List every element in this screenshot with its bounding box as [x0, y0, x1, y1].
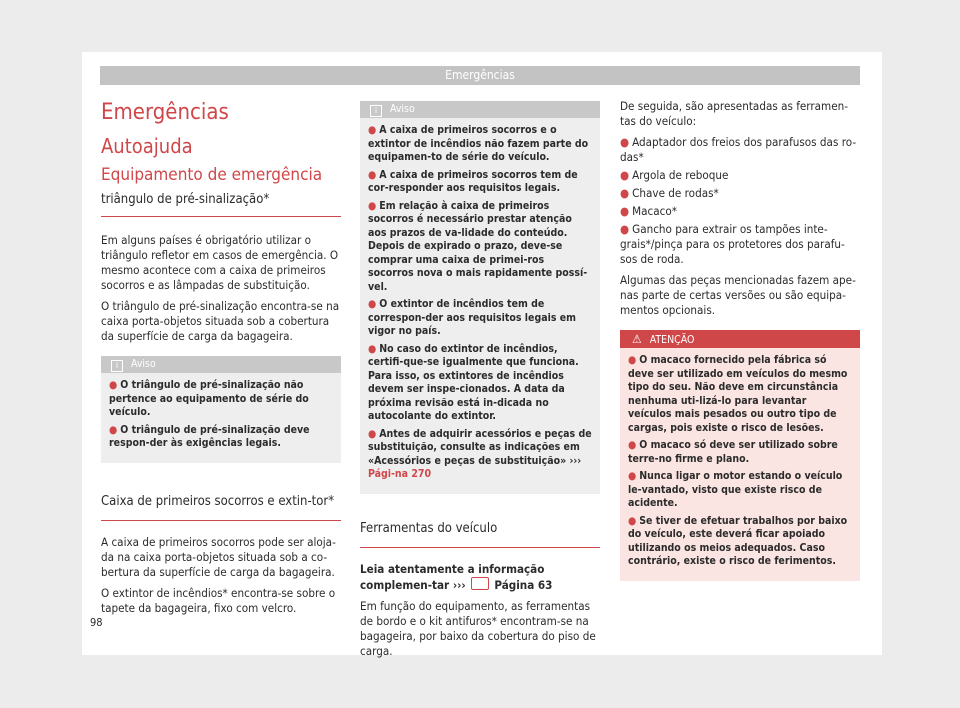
bullet-icon: ● — [109, 379, 118, 391]
lead-text: Leia atentamente a informação complemen-tar ››› — [360, 561, 545, 592]
note-item-text: No caso do extintor de incêndios, certifi-que-se igualmente que funciona. Para isso, os extintores de incêndios devem ser inspe-cionados. A data da próxima revisão está in-dicada no autocolante do extintor. — [368, 342, 579, 422]
column-3 — [620, 99, 860, 581]
note-item-text: A caixa de primeiros socorros e o extintor de incêndios não fazem parte do equipamen-to de série do veículo. — [368, 124, 589, 163]
bullet-icon: ● — [628, 470, 637, 482]
note-item — [109, 424, 333, 451]
tool-list — [620, 135, 860, 267]
list-item-text: Gancho para extrair os tampões inte-grais*/pinça para os protetores dos parafu-sos de roda. — [620, 222, 845, 266]
running-header: Emergências — [100, 66, 860, 85]
paragraph: De seguida, são apresentadas as ferramen-tas do veículo: — [620, 99, 849, 128]
info-icon: i — [370, 105, 382, 117]
note-item-text: Em relação à caixa de primeiros socorros é necessário prestar atenção aos prazos de va-lidade do conteúdo. Depois de expirado o prazo, deve-se comprar uma caixa de primei-ros socorros nova o mais rapidamente possí-vel. — [368, 199, 588, 293]
warning-item — [628, 354, 852, 435]
note-item — [368, 169, 592, 196]
note-item-text: Antes de adquirir acessórios e peças de substituição, consulte as indicações em «Acessórios e peças de substituição» ››› — [368, 427, 592, 467]
bullet-icon: ● — [368, 427, 377, 440]
note-item-text: O extintor de incêndios tem de correspon-der aos requisitos legais em vigor no país. — [368, 298, 576, 337]
note-item-text: O triângulo de pré-sinalização deve respon-der às exigências legais. — [109, 423, 310, 449]
warning-item — [628, 470, 852, 511]
section-heading: Ferramentas do veículo — [360, 520, 600, 548]
chapter-title: Emergências — [101, 100, 229, 125]
bullet-icon: ● — [628, 514, 637, 527]
paragraph: O triângulo de pré-sinalização encontra-se na caixa porta-objetos situada sob a cobertura da superfície de carga da bagageira. — [101, 299, 340, 343]
bullet-icon: ● — [620, 186, 630, 200]
paragraph: O extintor de incêndios* encontra-se sobre o tapete da bagageira, fixo com velcro. — [101, 585, 336, 615]
list-item — [620, 204, 860, 219]
note-title: Aviso — [390, 103, 415, 115]
subsection-title: Equipamento de emergência — [101, 165, 323, 185]
bullet-icon: ● — [628, 439, 637, 451]
warning-title: ATENÇÃO — [649, 334, 695, 346]
bullet-icon: ● — [628, 354, 637, 366]
bullet-icon: ● — [368, 342, 377, 355]
section-heading: Caixa de primeiros socorros e extin-tor* — [101, 493, 341, 521]
note-item — [368, 124, 592, 165]
bullet-icon: ● — [620, 204, 630, 218]
list-item-text: Argola de reboque — [632, 168, 729, 182]
note-box — [360, 101, 600, 494]
page-reference-link[interactable]: Pági-na 270 — [368, 468, 432, 480]
list-item — [620, 135, 860, 165]
note-item — [368, 428, 592, 482]
bullet-icon: ● — [620, 222, 630, 236]
note-item — [368, 298, 592, 339]
list-item-text: Adaptador dos freios dos parafusos das ro-das* — [620, 135, 857, 164]
bullet-icon: ● — [368, 168, 377, 181]
book-icon — [471, 577, 489, 590]
list-item — [620, 168, 860, 183]
bullet-icon: ● — [109, 423, 118, 436]
note-box — [101, 356, 341, 463]
note-item — [368, 200, 592, 295]
warning-triangle-icon: ⚠ — [632, 332, 642, 346]
warning-item — [628, 515, 852, 569]
page-reference-link[interactable]: Página 63 — [494, 577, 553, 592]
paragraph: A caixa de primeiros socorros pode ser aloja-da na caixa porta-objetos situada sob a co-bertura da superfície de carga da bagageira. — [101, 534, 336, 579]
note-item — [368, 343, 592, 424]
bullet-icon: ● — [620, 135, 630, 149]
note-header — [101, 356, 341, 373]
bullet-icon: ● — [368, 199, 377, 212]
list-item — [620, 222, 860, 267]
list-item-text: Macaco* — [632, 204, 677, 218]
warning-item-text: O macaco fornecido pela fábrica só deve ser utilizado em veículos do mesmo tipo do seu. Não deve em circunstância nenhuma uti-lizá-lo para levantar veículos mais pesados ou outro tipo de cargas, pois existe o risco de lesões. — [628, 354, 848, 434]
bullet-icon: ● — [368, 124, 377, 136]
paragraph: Em alguns países é obrigatório utilizar o triângulo refletor em casos de emergência. O mesmo acontece com a caixa de primeiros socorros e as lâmpadas de substituição. — [101, 233, 339, 292]
column-1 — [101, 96, 341, 622]
bullet-icon: ● — [620, 168, 630, 182]
list-item-text: Chave de rodas* — [632, 186, 719, 200]
warning-item-text: Se tiver de efetuar trabalhos por baixo do veículo, este deverá ficar apoiado utilizando os meios adequados. Caso contrário, existe o risco de ferimentos. — [628, 514, 848, 567]
note-item — [109, 379, 333, 420]
paragraph: Em função do equipamento, as ferramentas de bordo e o kit antifuros* encontram-se na bagageira, por baixo da cobertura do piso de carga. — [360, 598, 596, 658]
paragraph: Algumas das peças mencionadas fazem ape-nas parte de certas versões ou são equipa-mentos opcionais. — [620, 273, 856, 317]
note-item-text: O triângulo de pré-sinalização não pertence ao equipamento de série do veículo. — [109, 379, 309, 418]
warning-item-text: Nunca ligar o motor estando o veículo le-vantado, visto que existe risco de acidente. — [628, 470, 843, 509]
column-2 — [360, 101, 600, 665]
warning-header — [620, 330, 860, 348]
page-number: 98 — [90, 616, 103, 629]
warning-item — [628, 439, 852, 466]
list-item — [620, 186, 860, 201]
note-title: Aviso — [131, 358, 156, 370]
lead-paragraph — [360, 562, 600, 593]
bullet-icon: ● — [368, 298, 377, 310]
section-title: Autoajuda — [101, 134, 193, 158]
info-icon: i — [111, 360, 123, 372]
warning-item-text: O macaco só deve ser utilizado sobre terre-no firme e plano. — [628, 439, 838, 465]
note-header — [360, 101, 600, 118]
topic-heading-text: triângulo de pré-sinalização* — [101, 192, 270, 207]
warning-box — [620, 330, 860, 581]
topic-heading — [101, 191, 341, 217]
note-item-text: A caixa de primeiros socorros tem de cor-responder aos requisitos legais. — [368, 168, 578, 194]
